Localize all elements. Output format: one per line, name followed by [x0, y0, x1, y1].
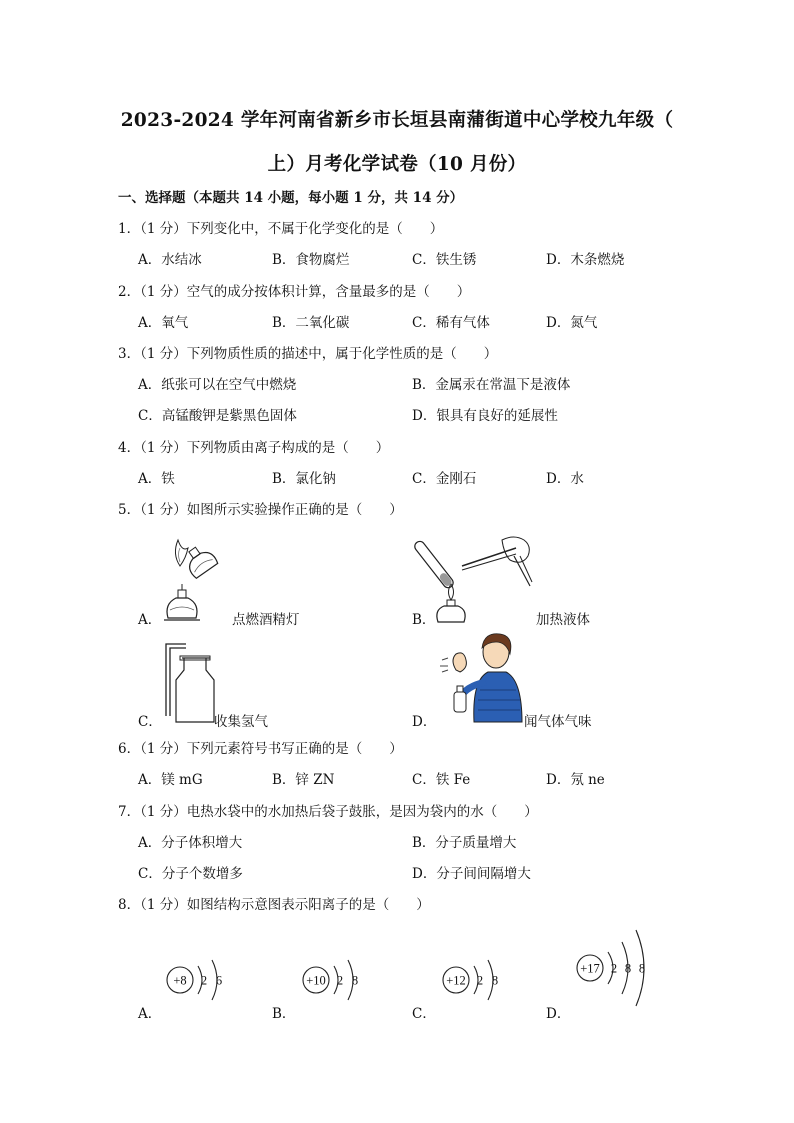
- question-6-stem: 6．（1 分）下列元素符号书写正确的是（ ）: [118, 741, 403, 757]
- q8-option-b[interactable]: B．: [272, 1006, 296, 1022]
- q1-option-a[interactable]: A．水结冰: [138, 252, 202, 268]
- alcohol-lamp-lighting-illustration: [158, 536, 228, 628]
- q2-option-b[interactable]: B．二氧化碳: [272, 315, 350, 331]
- gas-collection-bottle-illustration: [160, 640, 220, 724]
- q7-option-d[interactable]: D．分子间间隔增大: [412, 866, 531, 882]
- q1-option-c[interactable]: C．铁生锈: [412, 252, 477, 268]
- q7-option-a[interactable]: A．分子体积增大: [138, 835, 243, 851]
- q6-option-c[interactable]: C．铁 Fe: [412, 772, 471, 788]
- question-2-stem: 2．（1 分）空气的成分按体积计算，含量最多的是（ ）: [118, 284, 471, 300]
- atom-a-nucleus: +8: [173, 973, 187, 988]
- question-3-stem: 3．（1 分）下列物质性质的描述中，属于化学性质的是（ ）: [118, 346, 498, 362]
- question-7-stem: 7．（1 分）电热水袋中的水加热后袋子鼓胀，是因为袋内的水（ ）: [118, 804, 538, 820]
- q5-option-c[interactable]: C．: [138, 714, 162, 730]
- atom-b-shell-1: 2: [336, 973, 344, 988]
- question-8-stem: 8．（1 分）如图结构示意图表示阳离子的是（ ）: [118, 897, 430, 913]
- q5-caption-d: 闻气体气味: [524, 714, 592, 730]
- q2-option-d[interactable]: D．氮气: [546, 315, 598, 331]
- q8-option-d[interactable]: D．: [546, 1006, 571, 1022]
- q4-option-c[interactable]: C．金刚石: [412, 471, 477, 487]
- atom-structure-a: [160, 948, 240, 1012]
- atom-c-nucleus: +12: [446, 973, 466, 988]
- q3-option-a[interactable]: A．纸张可以在空气中燃烧: [138, 377, 297, 393]
- atom-d-shell-1: 2: [610, 961, 618, 976]
- q4-option-d[interactable]: D．水: [546, 471, 584, 487]
- q5-caption-a: 点燃酒精灯: [232, 612, 300, 628]
- atom-d-nucleus: +17: [580, 961, 600, 976]
- q5-caption-b: 加热液体: [536, 612, 590, 628]
- q6-option-d[interactable]: D．氖 ne: [546, 772, 605, 788]
- q4-option-b[interactable]: B．氯化钠: [272, 471, 336, 487]
- question-5-stem: 5．（1 分）如图所示实验操作正确的是（ ）: [118, 502, 403, 518]
- q5-option-b[interactable]: B．: [412, 612, 436, 628]
- atom-a-shell-1: 2: [200, 973, 208, 988]
- q8-option-a[interactable]: A．: [138, 1006, 162, 1022]
- heating-liquid-illustration: [432, 526, 536, 626]
- q5-option-d[interactable]: D．: [412, 714, 437, 730]
- atom-a-shell-2: 6: [215, 973, 223, 988]
- section-header: 一、选择题（本题共 14 小题，每小题 1 分，共 14 分）: [118, 190, 464, 206]
- atom-b-nucleus: +10: [306, 973, 326, 988]
- q4-option-a[interactable]: A．铁: [138, 471, 175, 487]
- q3-option-c[interactable]: C．高锰酸钾是紫黑色固体: [138, 408, 297, 424]
- q6-option-a[interactable]: A．镁 mG: [138, 772, 203, 788]
- atom-b-shell-2: 8: [351, 973, 359, 988]
- q1-option-b[interactable]: B．食物腐烂: [272, 252, 350, 268]
- q2-option-a[interactable]: A．氧气: [138, 315, 189, 331]
- q2-option-c[interactable]: C．稀有气体: [412, 315, 490, 331]
- atom-structure-d: [572, 920, 672, 1012]
- q1-option-d[interactable]: D．木条燃烧: [546, 252, 625, 268]
- atom-c-shell-2: 8: [491, 973, 499, 988]
- question-4-stem: 4．（1 分）下列物质由离子构成的是（ ）: [118, 440, 390, 456]
- atom-c-shell-1: 2: [476, 973, 484, 988]
- exam-title-line2: 上）月考化学试卷（10 月份）: [267, 154, 527, 175]
- q7-option-b[interactable]: B．分子质量增大: [412, 835, 517, 851]
- atom-d-shell-2: 8: [624, 961, 632, 976]
- atom-structure-c: [436, 948, 516, 1012]
- atom-d-shell-3: 8: [638, 961, 646, 976]
- atom-structure-b: [296, 948, 376, 1012]
- question-1-stem: 1．（1 分）下列变化中，不属于化学变化的是（ ）: [118, 221, 444, 237]
- q5-option-a[interactable]: A．: [138, 612, 162, 628]
- q3-option-b[interactable]: B．金属汞在常温下是液体: [412, 377, 571, 393]
- q6-option-b[interactable]: B．锌 ZN: [272, 772, 335, 788]
- q5-caption-c: 收集氢气: [214, 714, 268, 730]
- q3-option-d[interactable]: D．银具有良好的延展性: [412, 408, 558, 424]
- smelling-gas-boy-illustration: [436, 630, 526, 722]
- exam-title-line1: 2023-2024 学年河南省新乡市长垣县南蒲街道中心学校九年级（: [120, 110, 674, 131]
- q7-option-c[interactable]: C．分子个数增多: [138, 866, 243, 882]
- q8-option-c[interactable]: C．: [412, 1006, 436, 1022]
